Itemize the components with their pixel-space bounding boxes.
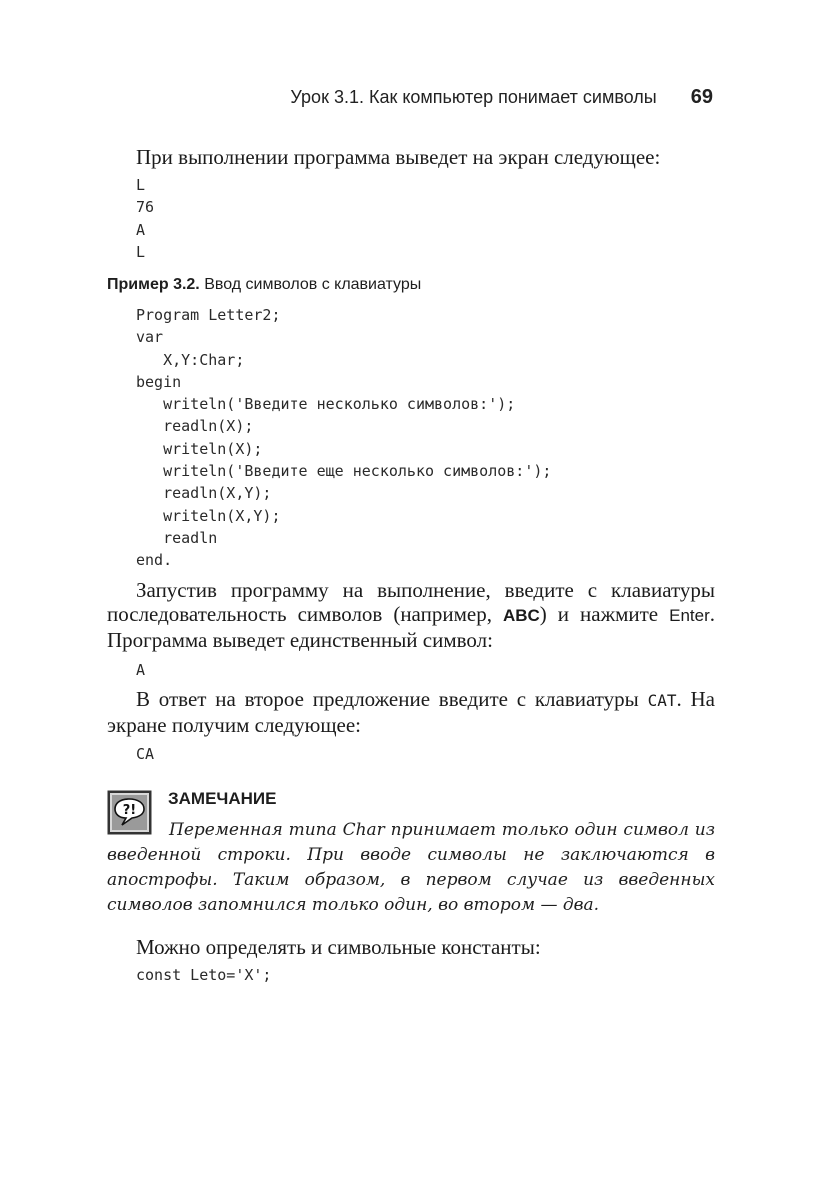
output-line: 76: [136, 198, 155, 217]
example-caption: [107, 276, 421, 294]
output-line: L: [136, 176, 146, 194]
code-line: end.: [136, 551, 173, 570]
code-listing: [136, 304, 551, 572]
second-text-1: В ответ на второе предложение введите с клавиатуры: [136, 687, 648, 711]
code-line: begin: [136, 372, 182, 391]
run-text-1: Запустив программу на выполнение, введите с клавиатуры последовательность символов (например,: [107, 578, 715, 626]
code-line: readln: [136, 528, 218, 547]
code-line: readln(X,Y);: [136, 484, 272, 503]
output-line: L: [136, 242, 146, 261]
example-label: Пример 3.2.: [107, 276, 200, 293]
note-title: ЗАМЕЧАНИЕ: [168, 789, 277, 808]
second-text-2: . На экране получим следующее:: [107, 687, 715, 737]
constants-paragraph: Можно определять и символьные константы:: [136, 935, 541, 959]
code-line: writeln(X,Y);: [136, 506, 281, 525]
program-output-1: [136, 174, 154, 263]
running-header: [107, 86, 713, 109]
run-text-3: . Программа выведет единственный символ:: [107, 602, 716, 652]
code-line: writeln(X);: [136, 439, 263, 458]
svg-text:?!: ?!: [122, 803, 137, 818]
code-line: X,Y:Char;: [136, 350, 245, 369]
second-input-paragraph: [107, 687, 715, 737]
code-line: Program Letter2;: [136, 306, 281, 324]
enter-key-text: Enter: [669, 606, 710, 625]
intro-paragraph: При выполнении программа выведет на экран следующее:: [136, 145, 661, 169]
program-output-2: A: [136, 661, 146, 679]
abc-input-text: ABC: [502, 606, 540, 625]
cat-input-text: CAT: [647, 691, 677, 710]
run-paragraph: [107, 578, 715, 652]
page-number: 69: [690, 86, 713, 108]
header-title: Урок 3.1. Как компьютер понимает символы: [290, 87, 657, 107]
note-text: Переменная типа Char принимает только один символ из введенной строки. При вводе символы не заключаются в апострофы. Таким образом, в первом случае из введенных символов запомнился только один, во втором — два.: [107, 820, 715, 915]
code-line: readln(X);: [136, 417, 254, 436]
code-line: writeln('Введите несколько символов:');: [136, 395, 516, 414]
example-title: Ввод символов с клавиатуры: [204, 276, 422, 293]
code-line: var: [136, 328, 164, 347]
program-output-3: CA: [136, 745, 155, 763]
run-text-2: ) и нажмите: [539, 602, 670, 626]
code-line: writeln('Введите еще несколько символов:');: [136, 462, 552, 481]
const-code: const Leto='X';: [136, 966, 272, 984]
output-line: A: [136, 220, 146, 239]
